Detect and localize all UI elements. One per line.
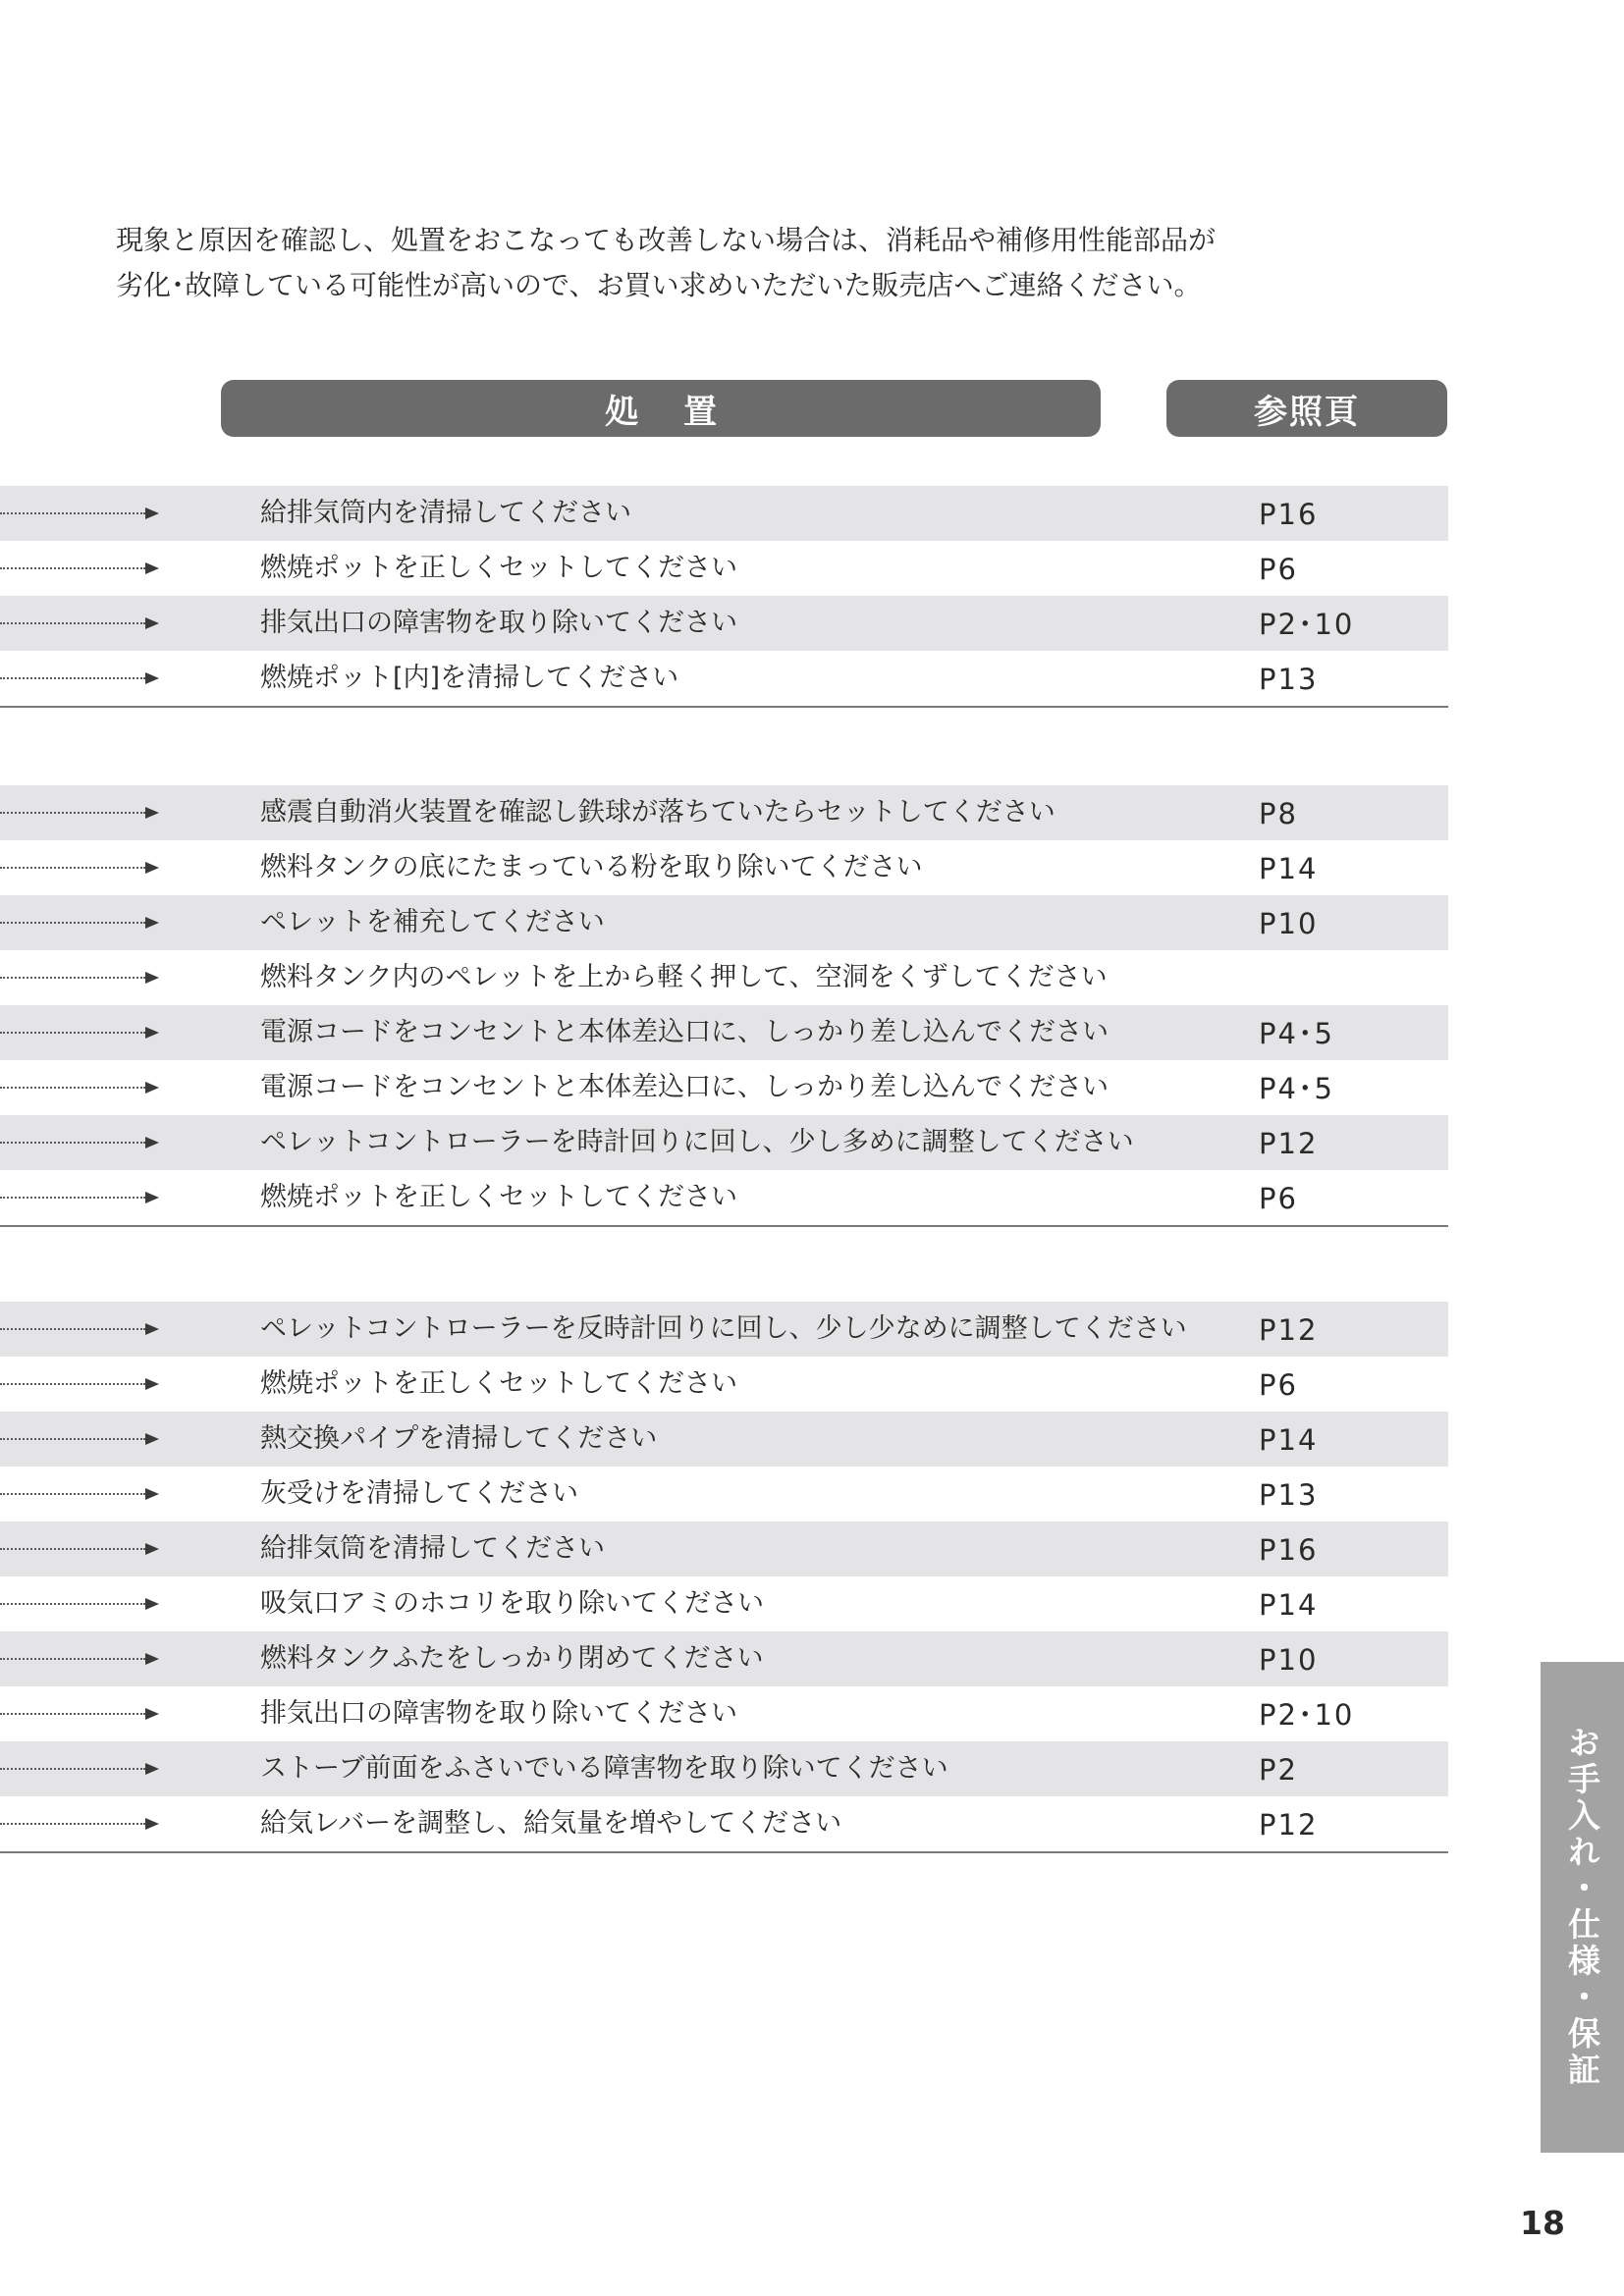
intro-text xyxy=(116,218,1392,308)
arrow-right-icon xyxy=(145,1763,159,1775)
reference-column-header xyxy=(1166,380,1447,437)
remedy-group-3 xyxy=(0,1302,1448,1853)
dotted-leader-line xyxy=(0,622,145,624)
dotted-leader-line xyxy=(0,977,145,979)
reference-page: P13 xyxy=(1259,663,1319,696)
table-row xyxy=(0,651,1448,706)
dotted-leader-line xyxy=(0,512,145,514)
arrow-right-icon xyxy=(145,1378,159,1390)
table-row xyxy=(0,1522,1448,1576)
remedy-action-text: 給気レバーを調整し、給気量を増やしてください xyxy=(260,1808,842,1839)
page-number: 18 xyxy=(1520,2204,1565,2242)
table-row xyxy=(0,785,1448,840)
table-row xyxy=(0,1170,1448,1225)
remedy-action-text: 電源コードをコンセントと本体差込口に、しっかり差し込んでください xyxy=(260,1017,1109,1047)
reference-page: P12 xyxy=(1259,1127,1319,1160)
remedy-action-text: 灰受けを清掃してください xyxy=(260,1478,578,1509)
remedy-action-text: 排気出口の障害物を取り除いてください xyxy=(260,1698,737,1729)
remedy-action-text: ストーブ前面をふさいでいる障害物を取り除いてください xyxy=(260,1753,948,1784)
dotted-leader-line xyxy=(0,1032,145,1034)
arrow-right-icon xyxy=(145,1323,159,1335)
reference-page: P4･5 xyxy=(1259,1017,1334,1050)
arrow-right-icon xyxy=(145,1192,159,1203)
intro-line-1: 現象と原因を確認し、処置をおこなっても改善しない場合は、消耗品や補修用性能部品が xyxy=(116,224,1217,256)
remedy-action-text: 排気出口の障害物を取り除いてください xyxy=(260,608,737,638)
table-row xyxy=(0,1302,1448,1357)
dotted-leader-line xyxy=(0,1087,145,1089)
reference-page: P14 xyxy=(1259,1588,1319,1622)
reference-page: P4･5 xyxy=(1259,1072,1334,1105)
remedy-action-text: 燃焼ポット[内]を清掃してください xyxy=(260,663,679,693)
table-row xyxy=(0,1357,1448,1412)
reference-page: P6 xyxy=(1259,1182,1298,1215)
reference-page: P10 xyxy=(1259,907,1319,940)
dotted-leader-line xyxy=(0,1603,145,1605)
table-row xyxy=(0,1115,1448,1170)
table-row xyxy=(0,1631,1448,1686)
dotted-leader-line xyxy=(0,1142,145,1144)
arrow-right-icon xyxy=(145,1137,159,1148)
reference-page: P16 xyxy=(1259,1533,1319,1567)
table-row xyxy=(0,950,1448,1005)
remedy-group-2 xyxy=(0,785,1448,1227)
dotted-leader-line xyxy=(0,867,145,869)
dotted-leader-line xyxy=(0,567,145,569)
action-header-label: 処置 xyxy=(605,392,762,432)
arrow-right-icon xyxy=(145,1653,159,1665)
arrow-right-icon xyxy=(145,807,159,819)
reference-page: P13 xyxy=(1259,1478,1319,1512)
table-row xyxy=(0,1686,1448,1741)
reference-page: P16 xyxy=(1259,498,1319,531)
arrow-right-icon xyxy=(145,672,159,684)
table-row xyxy=(0,541,1448,596)
table-row xyxy=(0,895,1448,950)
table-row xyxy=(0,596,1448,651)
arrow-right-icon xyxy=(145,1027,159,1039)
table-row xyxy=(0,1412,1448,1467)
reference-header-label: 参照頁 xyxy=(1254,392,1360,432)
side-tab-label: お手入れ・仕様・保証 xyxy=(1563,1726,1601,2089)
arrow-right-icon xyxy=(145,562,159,574)
remedy-action-text: 燃焼ポットを正しくセットしてください xyxy=(260,1182,737,1212)
dotted-leader-line xyxy=(0,1493,145,1495)
dotted-leader-line xyxy=(0,812,145,814)
dotted-leader-line xyxy=(0,1823,145,1825)
table-row xyxy=(0,840,1448,895)
arrow-right-icon xyxy=(145,1543,159,1555)
reference-page: P12 xyxy=(1259,1808,1319,1842)
remedy-action-text: 感震自動消火装置を確認し鉄球が落ちていたらセットしてください xyxy=(260,797,1056,828)
arrow-right-icon xyxy=(145,1598,159,1610)
arrow-right-icon xyxy=(145,1082,159,1094)
remedy-action-text: 電源コードをコンセントと本体差込口に、しっかり差し込んでください xyxy=(260,1072,1109,1102)
dotted-leader-line xyxy=(0,677,145,679)
dotted-leader-line xyxy=(0,1328,145,1330)
arrow-right-icon xyxy=(145,1708,159,1720)
reference-page: P14 xyxy=(1259,1423,1319,1457)
remedy-action-text: 燃焼ポットを正しくセットしてください xyxy=(260,1368,737,1399)
table-row xyxy=(0,1467,1448,1522)
arrow-right-icon xyxy=(145,1433,159,1445)
arrow-right-icon xyxy=(145,1488,159,1500)
remedy-action-text: ペレットコントローラーを反時計回りに回し、少し少なめに調整してください xyxy=(260,1313,1187,1344)
dotted-leader-line xyxy=(0,1713,145,1715)
arrow-right-icon xyxy=(145,917,159,929)
dotted-leader-line xyxy=(0,1548,145,1550)
arrow-right-icon xyxy=(145,617,159,629)
remedy-action-text: ペレットを補充してください xyxy=(260,907,605,937)
remedy-action-text: 燃料タンクの底にたまっている粉を取り除いてください xyxy=(260,852,923,882)
dotted-leader-line xyxy=(0,1768,145,1770)
reference-page: P10 xyxy=(1259,1643,1319,1677)
reference-page: P2･10 xyxy=(1259,608,1355,641)
reference-page: P14 xyxy=(1259,852,1319,885)
action-column-header xyxy=(221,380,1101,437)
table-row xyxy=(0,1576,1448,1631)
remedy-action-text: 燃料タンクふたをしっかり閉めてください xyxy=(260,1643,764,1674)
reference-page: P6 xyxy=(1259,553,1298,586)
dotted-leader-line xyxy=(0,1438,145,1440)
arrow-right-icon xyxy=(145,862,159,874)
remedy-group-1 xyxy=(0,486,1448,708)
section-side-tab xyxy=(1541,1662,1624,2153)
remedy-action-text: 給排気筒を清掃してください xyxy=(260,1533,605,1564)
intro-line-2: 劣化･故障している可能性が高いので、お買い求めいただいた販売店へご連絡ください。 xyxy=(116,269,1202,301)
reference-page: P6 xyxy=(1259,1368,1298,1402)
remedy-action-text: 燃料タンク内のペレットを上から軽く押して、空洞をくずしてください xyxy=(260,962,1108,992)
dotted-leader-line xyxy=(0,1383,145,1385)
reference-page: P2 xyxy=(1259,1753,1298,1787)
arrow-right-icon xyxy=(145,1818,159,1830)
table-row xyxy=(0,486,1448,541)
table-row xyxy=(0,1060,1448,1115)
dotted-leader-line xyxy=(0,1197,145,1199)
arrow-right-icon xyxy=(145,507,159,519)
dotted-leader-line xyxy=(0,922,145,924)
remedy-action-text: 吸気口アミのホコリを取り除いてください xyxy=(260,1588,764,1619)
table-row xyxy=(0,1741,1448,1796)
reference-page: P8 xyxy=(1259,797,1298,830)
arrow-right-icon xyxy=(145,972,159,984)
remedy-action-text: ペレットコントローラーを時計回りに回し、少し多めに調整してください xyxy=(260,1127,1134,1157)
dotted-leader-line xyxy=(0,1658,145,1660)
remedy-action-text: 給排気筒内を清掃してください xyxy=(260,498,631,528)
remedy-action-text: 燃焼ポットを正しくセットしてください xyxy=(260,553,737,583)
remedy-action-text: 熱交換パイプを清掃してください xyxy=(260,1423,658,1454)
reference-page: P12 xyxy=(1259,1313,1319,1347)
reference-page: P2･10 xyxy=(1259,1698,1355,1732)
table-row xyxy=(0,1796,1448,1851)
table-row xyxy=(0,1005,1448,1060)
